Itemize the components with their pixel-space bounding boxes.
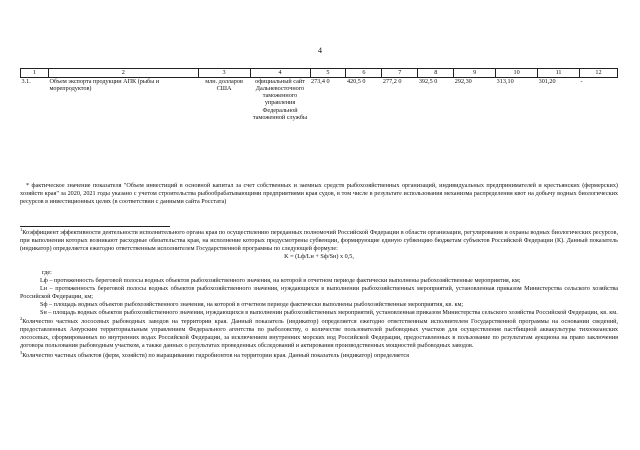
value-cell-7: 277,2 0 [382,78,418,174]
formula: K = (Lф/Lн + Sф/Sн) x 0,5, [284,252,354,260]
formula-where: где: [42,268,52,276]
header-cell: 12 [580,69,618,78]
footnote-mark: 1 [20,227,23,232]
definition-lf: Lф – протяженность береговой полосы водных объектов рыбохозяйственного значения, на которой в отчетном периоде фактически выполнены рыбохозяйственные мероприятия, км; [40,276,521,284]
indicator-table [20,68,618,173]
header-cell: 11 [538,69,580,78]
source-cell: официальный сайт Дальневосточного таможенного управления Федеральной таможенной службы [250,78,310,174]
footnote-mark: 3 [20,350,23,356]
header-cell: 7 [382,69,418,78]
header-cell: 4 [250,69,310,78]
header-cell: 5 [310,69,346,78]
value-cell-12: - [580,78,618,174]
value-cell-10: 313,10 [496,78,538,174]
definition-sf: Sф – площадь водных объектов рыбохозяйственного значения, на которой в отчетном периоде фактически выполнены рыбохозяйственные мероприятия, кв. км; [40,300,464,308]
value-cell-9: 292,30 [454,78,496,174]
footnote-mark: 2 [20,316,23,322]
table-row [21,78,618,174]
value-cell-5: 273,4 0 [310,78,346,174]
footnote-3-text: Количество частных объектов (ферм, хозяйств) по выращиванию гидробионтов на территории края. Данный показатель (индикатор) определяется [22,352,410,360]
footnote-2-text: Количество частных лососевых рыбоводных заводов на территории края. Данный показатель (индикатор) определяется ежегодно ответственным исполнителем Государственной программы на основании сведений, предоставленных Амурским территориальным управлением Федерального агентства по рыболовству, о количестве пользователей рыбоводных участков для осуществления пастбищной аквакультуры тихоокеанских лососевых, сформированных во внутренних водах Российской Федерации, за исключением внутренних морских вод Российской Федерации, предоставленных в пользование по результатам аукциона на право заключения договора пользования рыбоводным участком, а также данных о результатах проведенных обследований и актирования производственных мощностей рыбоводных заводов. [20,318,618,350]
header-cell: 1 [21,69,49,78]
value-cell-8: 392,5 0 [418,78,454,174]
indicator-name: Объем экспорта продукции АПК (рыбы и морепродуктов) [48,78,198,174]
page-number: 4 [318,46,322,55]
footnote-1-text: Коэффициент эффективности деятельности исполнительного органа края по осуществлению переданных полномочий Российской Федерации в области организации, регулирования и охраны водных биологических ресурсов, при выполнении которых возникают расходные обязательства края, на исполнение которых предусмотрены субвенции, формирующие единую субвенцию бюджетам субъектов Российской Федерации (К). Данный показатель (индикатор) определяется ежегодно ответственным исполнителем Государственной программы по следующей формуле: [20,229,618,252]
value-cell-11: 301,20 [538,78,580,174]
header-cell: 2 [48,69,198,78]
table-header-row [21,69,618,78]
value-cell-6: 420,5 0 [346,78,382,174]
header-cell: 10 [496,69,538,78]
asterisk-note: * фактическое значение показателя "Объем инвестиций в основной капитал за счет собственных и заемных средств рыбохозяйственных организаций, индивидуальных предпринимателей и крестьянских (фермерских) хозяйств края" за 2020, 2021 годы указано с учетом строительства рыбообрабатывающими предприятиями края судов, в том числе в результате использования механизма распределения квот на добычу водных биологических ресурсов в инвестиционных целях (в соответствии с данными сайта Росстата) [20,182,618,206]
unit-cell: млн. долларов США [198,78,250,174]
definition-sn: Sн – площадь водных объектов рыбохозяйственного значения, нуждающихся в выполнении рыбохозяйственных мероприятий, установленная приказом Министерства сельского хозяйства Российской Федерации, кв. км. [40,308,618,316]
definition-ln: Lн – протяженность береговой полосы водных объектов рыбохозяйственного значения, нуждающихся в выполнении рыбохозяйственных мероприятий, установленная приказом Министерства сельского хозяйства Российской Федерации, км; [20,284,618,300]
row-number: 3.1. [21,78,49,174]
header-cell: 6 [346,69,382,78]
header-cell: 8 [418,69,454,78]
footnotes [20,227,618,360]
header-cell: 9 [454,69,496,78]
header-cell: 3 [198,69,250,78]
